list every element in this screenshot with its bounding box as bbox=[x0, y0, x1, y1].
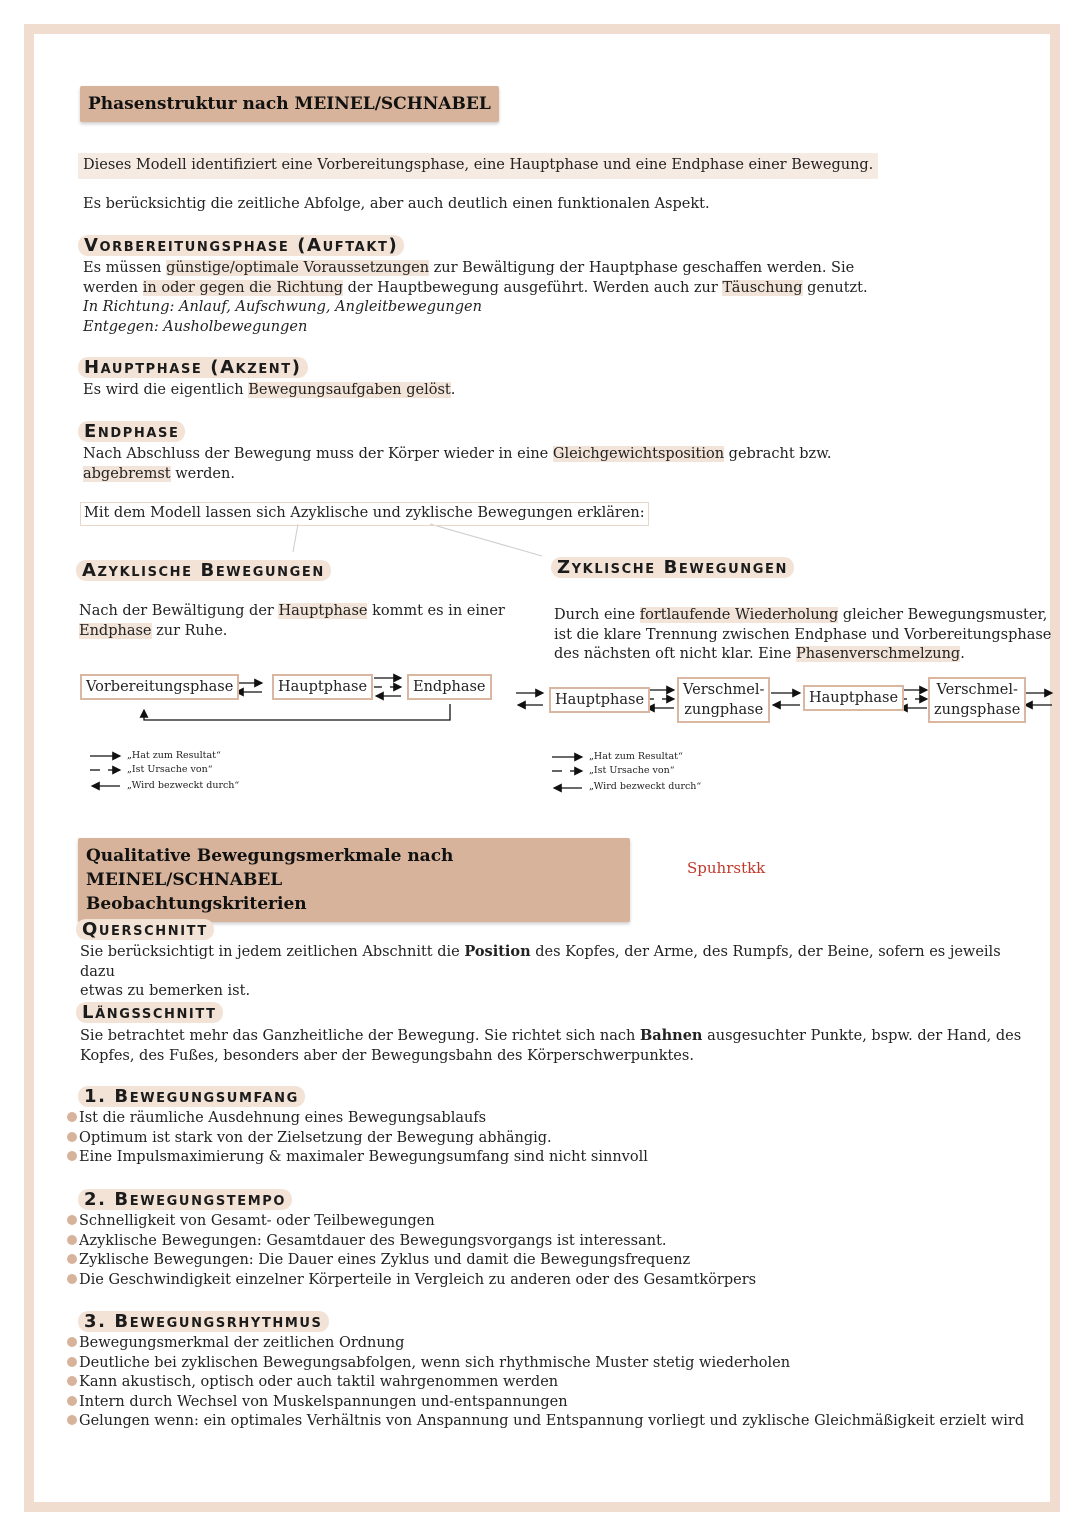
bullet-icon bbox=[67, 1235, 77, 1245]
azyklisch-line-1: Nach der Bewältigung der Hauptphase kommt es in einer bbox=[79, 603, 505, 619]
zyklisch-line-3: des nächsten oft nicht klar. Eine Phasenverschmelzung. bbox=[554, 646, 965, 662]
vorbereitung-heading: Vorbereitungsphase (Auftakt) bbox=[78, 235, 404, 256]
azyklisch-line-2: Endphase zur Ruhe. bbox=[79, 622, 228, 639]
list-item: Eine Impulsmaximierung & maximaler Bewegungsumfang sind nicht sinnvoll bbox=[67, 1148, 648, 1168]
z-arrow-4 bbox=[1023, 693, 1052, 705]
legend-bezweckt: „Wird bezweckt durch“ bbox=[127, 780, 240, 791]
bullet-icon bbox=[67, 1274, 77, 1284]
hauptphase-heading: Hauptphase (Akzent) bbox=[78, 357, 308, 378]
list-item: Intern durch Wechsel von Muskelspannungen und-entspannungen bbox=[67, 1393, 1024, 1413]
vorbereitung-line-1: Es müssen günstige/optimale Voraussetzungen zur Bewältigung der Hauptphase geschaffen werden. Sie bbox=[83, 260, 855, 276]
vorbereitung-line-4: Entgegen: Ausholbewegungen bbox=[83, 318, 308, 335]
umfang-list bbox=[67, 1109, 648, 1168]
zbox-hauptphase-1: Hauptphase bbox=[549, 687, 650, 713]
querschnitt-line-1: Sie berücksichtigt in jedem zeitlichen Abschnitt die Position des Kopfes, der Arme, des Rumpfs, der Beine, sofern es jeweils dazu bbox=[80, 943, 1001, 980]
zbox-verschmelzung-1-b: zungphase bbox=[684, 702, 764, 718]
zbox-verschmelzung-1-a: Verschmel- bbox=[683, 682, 765, 698]
phasen-aspect: Es berücksichtig die zeitliche Abfolge, aber auch deutlich einen funktionalen Aspekt. bbox=[83, 196, 710, 212]
legend-bezweckt-2: „Wird bezweckt durch“ bbox=[589, 781, 702, 792]
endphase-line-2: abgebremst werden. bbox=[83, 465, 235, 482]
zbox-verschmelzung-2-b: zungsphase bbox=[934, 702, 1021, 718]
vorbereitung-line-3: In Richtung: Anlauf, Aufschwung, Angleitbewegungen bbox=[83, 299, 482, 315]
zbox-verschmelzung-2 bbox=[928, 677, 1026, 723]
umfang-heading: 1. Bewegungsumfang bbox=[78, 1086, 305, 1107]
qualitativ-title-line-2: Beobachtungskriterien bbox=[86, 894, 307, 914]
zbox-verschmelzung-2-a: Verschmel- bbox=[936, 682, 1018, 698]
rhythmus-list bbox=[67, 1334, 1024, 1432]
endphase-body bbox=[83, 445, 1043, 484]
laengsschnitt-heading: Längsschnitt bbox=[76, 1002, 223, 1023]
z-arrow-0 bbox=[516, 693, 543, 705]
arrow-pair-2 bbox=[374, 678, 401, 696]
list-item: Deutliche bei zyklischen Bewegungsabfolgen, wenn sich rhythmische Muster stetig wiederholen bbox=[67, 1354, 1024, 1374]
qualitativ-title bbox=[78, 838, 630, 922]
list-item: Ist die räumliche Ausdehnung eines Bewegungsablaufs bbox=[67, 1109, 648, 1129]
bullet-icon bbox=[67, 1132, 77, 1142]
querschnitt-body bbox=[80, 942, 1040, 1002]
legend-ursache-2: „Ist Ursache von“ bbox=[589, 765, 675, 776]
zbox-verschmelzung-1 bbox=[677, 677, 770, 723]
connector-line-azyklisch bbox=[293, 524, 298, 552]
list-item: Kann akustisch, optisch oder auch taktil wahrgenommen werden bbox=[67, 1373, 1024, 1393]
list-item: Gelungen wenn: ein optimales Verhältnis von Anspannung und Entspannung vorliegt und zyklische Gleichmäßigkeit erzielt wird bbox=[67, 1412, 1024, 1432]
azyklisch-heading: Azyklische Bewegungen bbox=[76, 560, 331, 581]
list-item: Die Geschwindigkeit einzelner Körperteile in Vergleich zu anderen oder des Gesamtkörpers bbox=[67, 1271, 756, 1291]
bullet-icon bbox=[67, 1254, 77, 1264]
list-item: Azyklische Bewegungen: Gesamtdauer des Bewegungsvorgangs ist interessant. bbox=[67, 1232, 756, 1252]
endphase-heading: Endphase bbox=[78, 421, 185, 442]
box-hauptphase: Hauptphase bbox=[272, 674, 373, 700]
bullet-icon bbox=[67, 1112, 77, 1122]
box-vorbereitungsphase: Vorbereitungsphase bbox=[80, 674, 239, 700]
legend-resultat: „Hat zum Resultat“ bbox=[127, 750, 221, 761]
list-item: Zyklische Bewegungen: Die Dauer eines Zyklus und damit die Bewegungsfrequenz bbox=[67, 1251, 756, 1271]
bullet-icon bbox=[67, 1415, 77, 1425]
z-arrow-2 bbox=[771, 693, 800, 705]
list-item: Schnelligkeit von Gesamt- oder Teilbewegungen bbox=[67, 1212, 756, 1232]
zyklisch-line-2: ist die klare Trennung zwischen Endphase und Vorbereitungsphase bbox=[554, 626, 1052, 643]
vorbereitung-line-2: werden in oder gegen die Richtung der Hauptbewegung ausgeführt. Werden auch zur Täuschung genutzt. bbox=[83, 279, 868, 296]
bullet-icon bbox=[67, 1396, 77, 1406]
azyklisch-body bbox=[79, 602, 519, 641]
bullet-icon bbox=[67, 1357, 77, 1367]
laengsschnitt-line-1: Sie betrachtet mehr das Ganzheitliche der Bewegung. Sie richtet sich nach Bahnen ausgesuchter Punkte, bspw. der Hand, des bbox=[80, 1027, 1022, 1044]
legend-ursache: „Ist Ursache von“ bbox=[127, 764, 213, 775]
tempo-list bbox=[67, 1212, 756, 1290]
legend-left bbox=[127, 749, 239, 793]
zyklisch-body bbox=[554, 606, 1054, 665]
bullet-icon bbox=[67, 1151, 77, 1161]
vorbereitung-body bbox=[83, 259, 1043, 337]
box-endphase: Endphase bbox=[407, 674, 492, 700]
zyklisch-line-1: Durch eine fortlaufende Wiederholung gleicher Bewegungsmuster, bbox=[554, 607, 1048, 623]
laengsschnitt-line-2: Kopfes, des Fußes, besonders aber der Bewegungsbahn des Körperschwerpunktes. bbox=[80, 1047, 694, 1064]
hauptphase-text: Es wird die eigentlich Bewegungsaufgaben gelöst. bbox=[83, 382, 456, 398]
tempo-heading: 2. Bewegungstempo bbox=[78, 1189, 292, 1210]
querschnitt-heading: Querschnitt bbox=[76, 919, 214, 940]
feedback-loop bbox=[144, 704, 450, 720]
legend-right bbox=[589, 750, 701, 794]
legend-arrows-right bbox=[552, 757, 582, 788]
zbox-hauptphase-2: Hauptphase bbox=[803, 685, 904, 711]
list-item: Optimum ist stark von der Zielsetzung der Bewegung abhängig. bbox=[67, 1129, 648, 1149]
qualitativ-title-line-1: Qualitative Bewegungsmerkmale nach MEINEL/SCHNABEL bbox=[86, 846, 454, 890]
bullet-icon bbox=[67, 1337, 77, 1347]
phasen-intro: Dieses Modell identifiziert eine Vorbereitungsphase, eine Hauptphase und eine Endphase einer Bewegung. bbox=[78, 153, 878, 179]
zyklisch-heading: Zyklische Bewegungen bbox=[551, 557, 794, 578]
legend-resultat-2: „Hat zum Resultat“ bbox=[589, 751, 683, 762]
modell-box: Mit dem Modell lassen sich Azyklische und zyklische Bewegungen erklären: bbox=[80, 502, 649, 526]
handwritten-note: Spuhrstkk bbox=[687, 859, 766, 877]
endphase-line-1: Nach Abschluss der Bewegung muss der Körper wieder in eine Gleichgewichtsposition gebracht bzw. bbox=[83, 446, 832, 462]
querschnitt-line-2: etwas zu bemerken ist. bbox=[80, 983, 251, 999]
legend-arrows-left bbox=[90, 756, 120, 786]
bullet-icon bbox=[67, 1376, 77, 1386]
laengsschnitt-body bbox=[80, 1026, 1040, 1066]
list-item: Bewegungsmerkmal der zeitlichen Ordnung bbox=[67, 1334, 1024, 1354]
connector-line-zyklisch bbox=[430, 524, 542, 556]
bullet-icon bbox=[67, 1215, 77, 1225]
rhythmus-heading: 3. Bewegungsrhythmus bbox=[78, 1311, 329, 1332]
phasen-title: Phasenstruktur nach MEINEL/SCHNABEL bbox=[80, 86, 499, 122]
